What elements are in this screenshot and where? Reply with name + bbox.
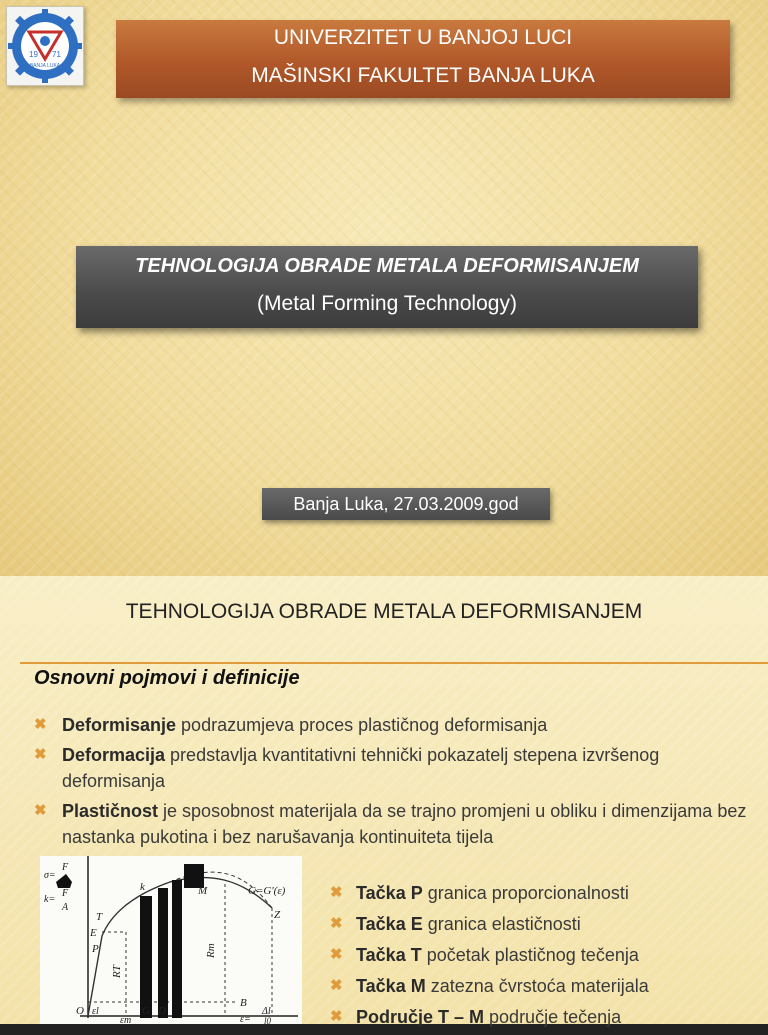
key-points-list [330,880,756,1035]
svg-text:G: G [142,1005,150,1017]
svg-text:O: O [76,1005,84,1017]
x-bullet-icon: ✖ [330,946,343,963]
svg-text:A: A [62,902,69,913]
logo-caption: BANJA LUKA [29,63,61,69]
svg-text:D: D [158,1005,166,1017]
x-bullet-icon: ✖ [34,746,47,763]
content-slide [0,576,768,1027]
x-bullet-icon: ✖ [330,977,343,994]
definition-text: je sposobnost materijala da se trajno promjeni u obliku i dimenzijama bez nastanka pukotina i bez narušavanja kontinuiteta tijela [62,801,747,847]
faculty-name: MAŠINSKI FAKULTET BANJA LUKA [251,64,595,87]
svg-text:RT: RT [111,965,123,978]
svg-text:P: P [92,943,99,955]
point-term: Područje T – M [356,1007,485,1027]
svg-text:M: M [198,885,208,897]
definition-list [34,712,762,854]
svg-text:εm: εm [120,1015,132,1024]
x-bullet-icon: ✖ [34,716,47,733]
svg-text:T: T [96,911,103,923]
x-bullet-icon: ✖ [34,802,47,819]
svg-text:Z: Z [274,909,281,921]
gear-emblem-icon [7,7,83,85]
svg-text:ε=: ε= [240,1014,251,1024]
section-heading: Osnovni pojmovi i definicije [34,667,300,689]
title-divider [20,662,768,664]
point-term: Tačka T [356,945,422,965]
svg-text:k: k [140,881,145,893]
point-text: područje tečenja [484,1007,622,1027]
header-banner [116,20,730,98]
svg-text:E: E [90,927,97,939]
university-logo [6,6,84,86]
point-text: granica elastičnosti [422,914,581,934]
slide-title: TEHNOLOGIJA OBRADE METALA DEFORMISANJEM [125,600,643,623]
weight-icon [56,874,72,888]
x-bullet-icon: ✖ [330,884,343,901]
definition-term: Plastičnost [62,801,159,821]
list-item [34,742,762,794]
svg-text:F: F [62,862,69,873]
list-item [330,973,756,999]
point-text: početak plastičnog tečenja [421,945,639,965]
course-title: TEHNOLOGIJA OBRADE METALA DEFORMISANJEM [135,255,639,277]
svg-text:B: B [240,997,247,1009]
list-item [330,880,756,906]
course-subtitle: (Metal Forming Technology) [257,292,517,315]
point-term: Tačka M [356,976,426,996]
svg-text:G=G'(ε): G=G'(ε) [248,885,286,897]
svg-text:l0: l0 [264,1016,272,1024]
x-bullet-icon: ✖ [330,915,343,932]
date-label: Banja Luka, 27.03.2009.god [262,488,550,520]
svg-text:σ=: σ= [44,870,56,881]
definition-text: predstavlja kvantitativni tehnički pokazatelj stepena izvršenog deformisanja [62,745,660,791]
point-text: granica proporcionalnosti [422,883,629,903]
svg-text:F: F [62,888,69,899]
course-title-box [76,246,698,328]
logo-year-right: 71 [52,50,61,59]
svg-text:Δl: Δl [262,1006,271,1017]
list-item [330,942,756,968]
point-text: zatezna čvrstoća materijala [425,976,649,996]
svg-text:k=: k= [44,894,56,905]
definition-term: Deformisanje [62,715,177,735]
definition-text: podrazumjeva proces plastičnog deformisanja [176,715,548,735]
logo-year-left: 19 [29,50,38,59]
svg-text:Rm: Rm [205,943,217,958]
university-name: UNIVERZITET U BANJOJ LUCI [273,26,573,49]
list-item [330,1004,756,1030]
point-term: Tačka P [356,883,423,903]
definition-term: Deformacija [62,745,166,765]
stress-strain-diagram [40,856,302,1024]
list-item [34,712,762,738]
list-item [34,798,762,850]
point-term: Tačka E [356,914,423,934]
list-item [330,911,756,937]
x-bullet-icon: ✖ [330,1008,343,1025]
svg-text:εl: εl [92,1006,99,1017]
